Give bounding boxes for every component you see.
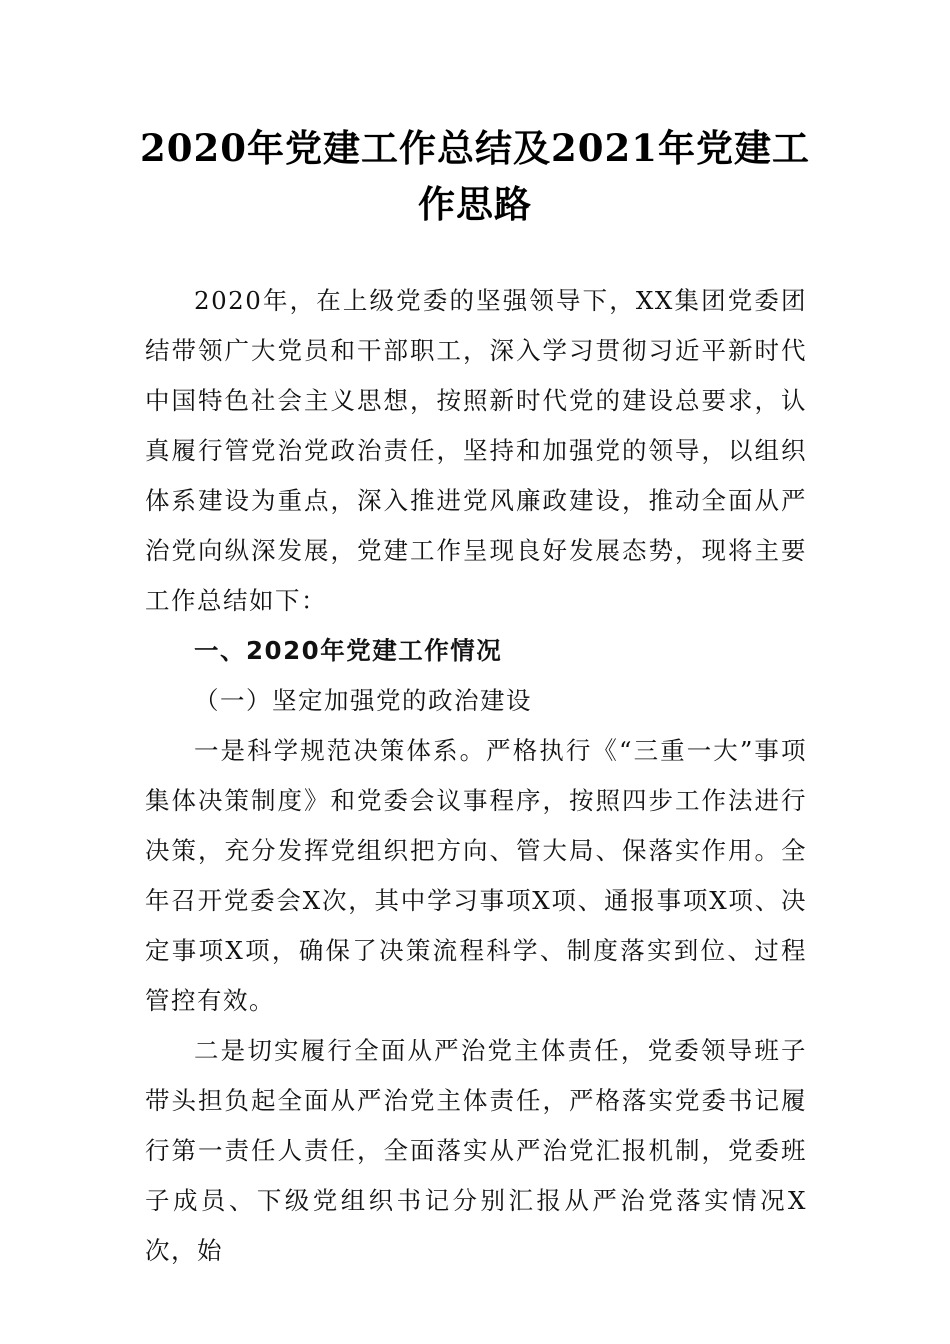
section-heading: 一、2020年党建工作情况 xyxy=(194,636,503,665)
body-paragraph: 二是切实履行全面从严治党主体责任，党委领导班子带头担负起全面从严治党主体责任，严格落实党委书记履行第一责任人责任，全面落实从严治党汇报机制，党委班子成员、下级党组织书记分别汇报从严治党落实情况X次，始 xyxy=(145,1036,807,1265)
body-paragraph: 一是科学规范决策体系。严格执行《“三重一大”事项集体决策制度》和党委会议事程序，按照四步工作法进行决策，充分发挥党组织把方向、管大局、保落实作用。全年召开党委会X次，其中学习事项X项、通报事项X项、决定事项X项，确保了决策流程科学、制度落实到位、过程管控有效。 xyxy=(145,736,807,1015)
document-title: 2020年党建工作总结及2021年党建工作思路 xyxy=(140,126,810,226)
subsection-heading: （一）坚定加强党的政治建设 xyxy=(194,686,532,715)
intro-paragraph: 2020年，在上级党委的坚强领导下，XX集团党委团结带领广大党员和干部职工，深入学习贯彻习近平新时代中国特色社会主义思想，按照新时代党的建设总要求，认真履行管党治党政治责任，坚持和加强党的领导，以组织体系建设为重点，深入推进党风廉政建设，推动全面从严治党向纵深发展，党建工作呈现良好发展态势，现将主要工作总结如下： xyxy=(145,286,807,615)
document-body xyxy=(145,276,807,1276)
